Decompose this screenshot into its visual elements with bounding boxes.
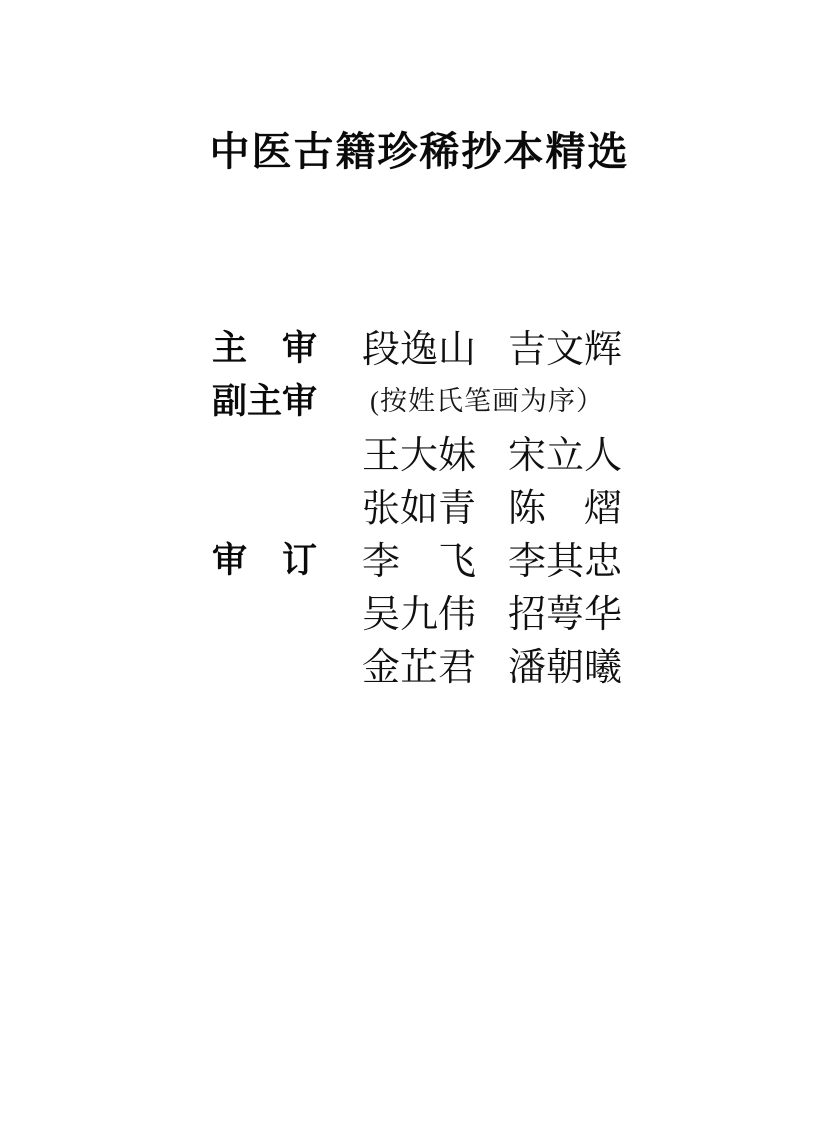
person-name: 吉文辉	[508, 329, 623, 371]
person-name: 段逸山	[362, 329, 477, 371]
person-name: 潘朝曦	[508, 647, 623, 689]
role-label-chief-reviewer: 主 审	[212, 328, 318, 368]
person-name: 招萼华	[508, 594, 623, 636]
credits-row	[212, 319, 622, 372]
credits-row	[212, 531, 622, 584]
credits-row	[212, 425, 622, 478]
credits-row	[212, 584, 622, 637]
credits-row	[212, 372, 622, 425]
person-name: 金芷君	[362, 647, 477, 689]
credits-row	[212, 637, 622, 690]
person-name: 陈 熠	[508, 488, 623, 530]
book-title: 中医古籍珍稀抄本精选	[209, 130, 630, 174]
person-name: 李其忠	[508, 541, 623, 583]
person-name: 宋立人	[508, 435, 623, 477]
person-name: 王大妹	[362, 435, 477, 477]
credits-block	[212, 319, 622, 690]
person-name: 吴九伟	[362, 594, 477, 636]
credits-row	[212, 478, 622, 531]
person-name: 张如青	[362, 488, 477, 530]
person-name: 李 飞	[362, 541, 477, 583]
role-label-deputy-chief-reviewer: 副主审	[212, 381, 318, 421]
sort-order-note: (按姓氏笔画为序）	[370, 386, 604, 416]
role-label-editor: 审 订	[212, 540, 318, 580]
